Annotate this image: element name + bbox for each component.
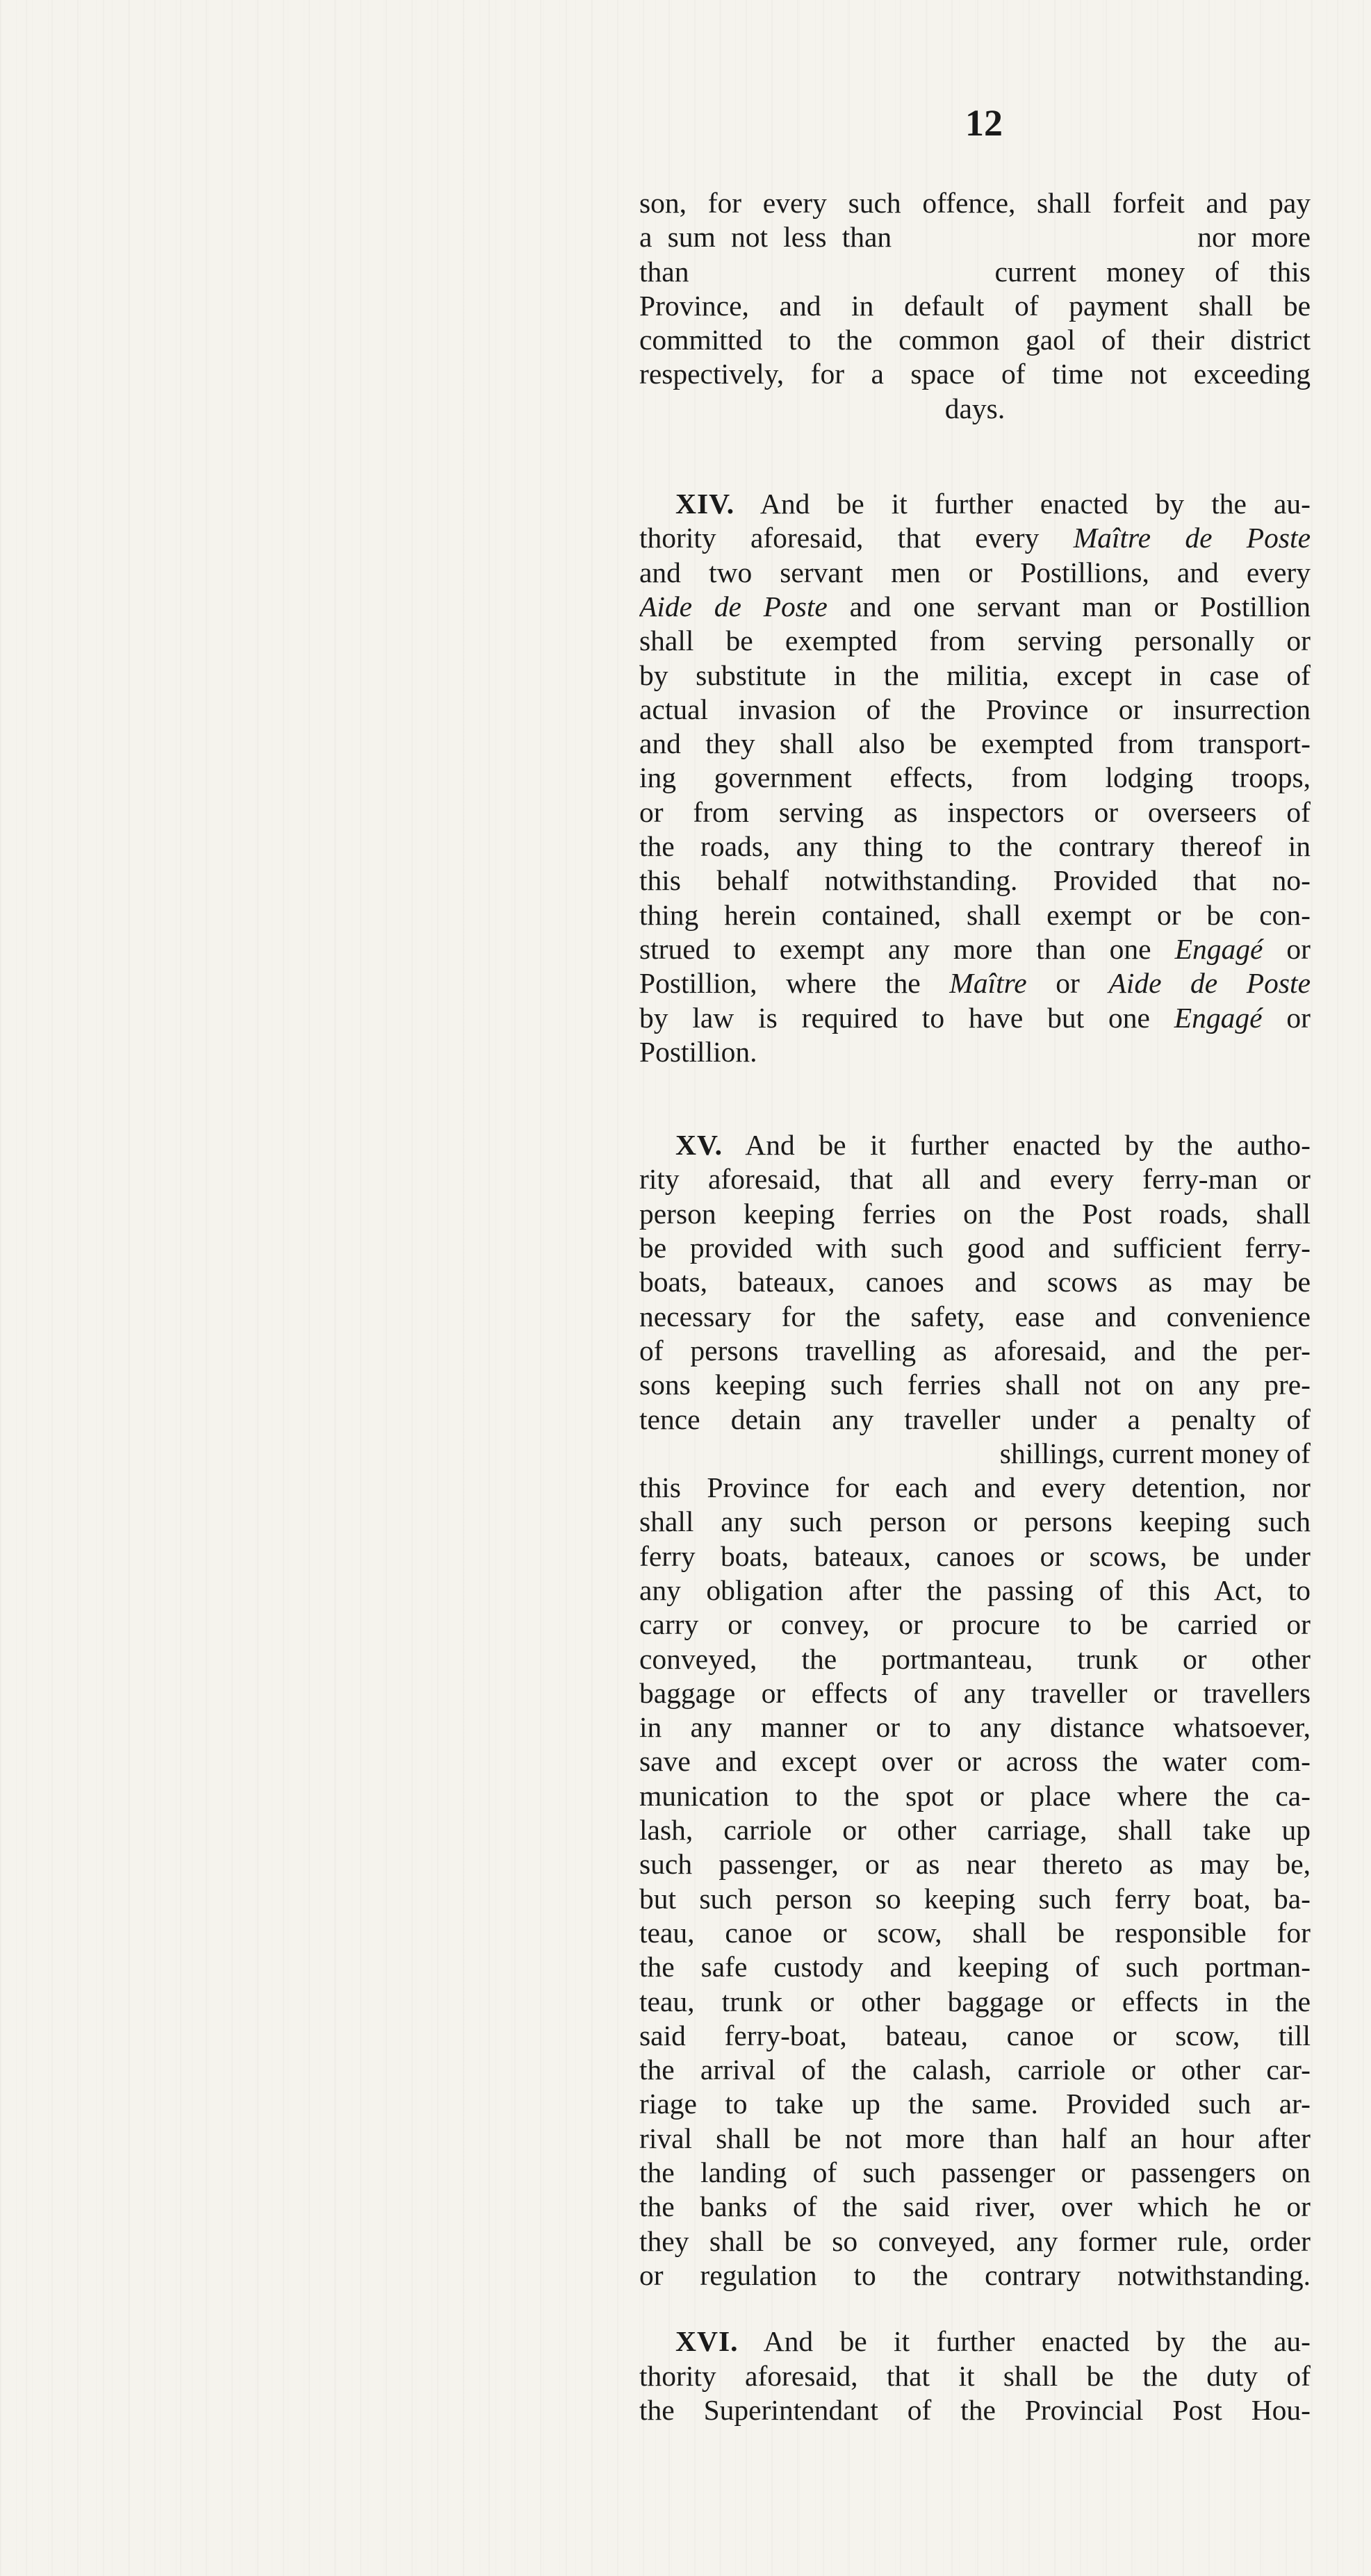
text-line: committed to the common gaol of their district (639, 324, 1311, 356)
text-line: days. (944, 392, 1005, 424)
text-line: the arrival of the calash, carriole or other car- (639, 2054, 1311, 2086)
text-fragment: current money of this (994, 255, 1311, 288)
text-line: or from serving as inspectors or overseers of (639, 795, 1311, 828)
text-line: but such person so keeping such ferry boat, ba- (639, 1882, 1311, 1915)
text-fragment: nor more (1197, 221, 1311, 254)
text-line: and two servant men or Postillions, and every (639, 556, 1311, 588)
paragraph-continuation (639, 186, 1311, 426)
text-line: boats, bateaux, canoes and scows as may be (639, 1266, 1311, 1298)
text-line: ferry boats, bateaux, canoes or scows, be under (639, 1539, 1311, 1572)
text-line: shillings, current money of (999, 1437, 1311, 1469)
text-line: munication to the spot or place where the ca- (639, 1779, 1311, 1812)
text-line: Province, and in default of payment shall be (639, 289, 1311, 322)
text-fragment: a sum not less than (639, 221, 892, 254)
text-line: rity aforesaid, that all and every ferry-man or (639, 1163, 1311, 1196)
text-line: rival shall be not more than half an hour after (639, 2122, 1311, 2154)
text-line: of persons travelling as aforesaid, and the per- (639, 1334, 1311, 1367)
text-line: person keeping ferries on the Post roads, shall (639, 1197, 1311, 1230)
text-line: this Province for each and every detention, nor (639, 1471, 1311, 1504)
section-xvi (639, 2325, 1311, 2427)
text-line: by substitute in the militia, except in case of (639, 659, 1311, 691)
text-line: shall be exempted from serving personally or (639, 625, 1311, 657)
section-xiv (639, 487, 1311, 1069)
section-first-line (639, 1128, 1311, 1162)
text-line: actual invasion of the Province or insurrection (639, 693, 1311, 725)
text-line: strued to exempt any more than one Engagé or (639, 932, 1311, 965)
text-line: sons keeping such ferries shall not on any pre- (639, 1369, 1311, 1401)
text-line: thority aforesaid, that every Maître de Poste (639, 522, 1311, 554)
text-line: or regulation to the contrary notwithstanding. (639, 2259, 1311, 2291)
text-line: in any manner or to any distance whatsoever, (639, 1711, 1311, 1744)
section-first-line (639, 487, 1311, 521)
text-line: Postillion. (639, 1035, 757, 1068)
text-line: thing herein contained, shall exempt or be con- (639, 898, 1311, 931)
text-line: necessary for the safety, ease and convenience (639, 1300, 1311, 1332)
text-line (639, 220, 1311, 254)
text-line: be provided with such good and sufficient ferry- (639, 1232, 1311, 1264)
page-number: 12 (965, 102, 1003, 144)
text-line: lash, carriole or other carriage, shall take up (639, 1814, 1311, 1847)
text-line: the safe custody and keeping of such portman- (639, 1951, 1311, 1983)
text-line: Postillion, where the Maître or Aide de Poste (639, 967, 1311, 1000)
section-number: XV. (675, 1129, 723, 1162)
text-line: the Superintendant of the Provincial Post Hou- (639, 2393, 1311, 2426)
text-line: the banks of the said river, over which he or (639, 2190, 1311, 2223)
text-line: son, for every such offence, shall forfeit and pay (639, 187, 1311, 219)
text-line (639, 255, 1311, 289)
text-line: and they shall also be exempted from transport- (639, 727, 1311, 760)
text-line: this behalf notwithstanding. Provided that no- (639, 864, 1311, 897)
text-line: riage to take up the same. Provided such ar- (639, 2088, 1311, 2120)
text-line: save and except over or across the water com- (639, 1745, 1311, 1778)
section-number: XIV. (675, 488, 735, 520)
text-line: the roads, any thing to the contrary thereof in (639, 830, 1311, 863)
text-line: said ferry-boat, bateau, canoe or scow, till (639, 2019, 1311, 2051)
section-first-line (639, 2325, 1311, 2359)
text-line: Aide de Poste and one servant man or Postillion (639, 590, 1311, 622)
text-fragment: And be it further enacted by the au- (763, 2325, 1311, 2358)
text-line: they shall be so conveyed, any former rule, order (639, 2224, 1311, 2257)
text-line: carry or convey, or procure to be carried or (639, 1608, 1311, 1641)
text-line: teau, trunk or other baggage or effects in the (639, 1985, 1311, 2017)
text-fragment: And be it further enacted by the au- (760, 488, 1311, 520)
text-line: such passenger, or as near thereto as may be, (639, 1848, 1311, 1881)
text-line: thority aforesaid, that it shall be the duty of (639, 2359, 1311, 2392)
text-line: respectively, for a space of time not exceeding (639, 358, 1311, 390)
text-line: conveyed, the portmanteau, trunk or other (639, 1642, 1311, 1675)
text-line: ing government effects, from lodging troops, (639, 761, 1311, 794)
text-line: by law is required to have but one Engagé or (639, 1001, 1311, 1034)
text-fragment: And be it further enacted by the autho- (745, 1129, 1311, 1162)
text-fragment: than (639, 255, 689, 288)
text-line: shall any such person or persons keeping such (639, 1505, 1311, 1538)
text-line: tence detain any traveller under a penalty of (639, 1403, 1311, 1435)
text-column (639, 186, 1311, 2427)
text-line: any obligation after the passing of this Act, to (639, 1574, 1311, 1606)
text-line: teau, canoe or scow, shall be responsible for (639, 1916, 1311, 1949)
section-number: XVI. (675, 2325, 739, 2358)
text-line: baggage or effects of any traveller or travellers (639, 1676, 1311, 1709)
section-xv (639, 1128, 1311, 2293)
text-line: the landing of such passenger or passengers on (639, 2156, 1311, 2189)
